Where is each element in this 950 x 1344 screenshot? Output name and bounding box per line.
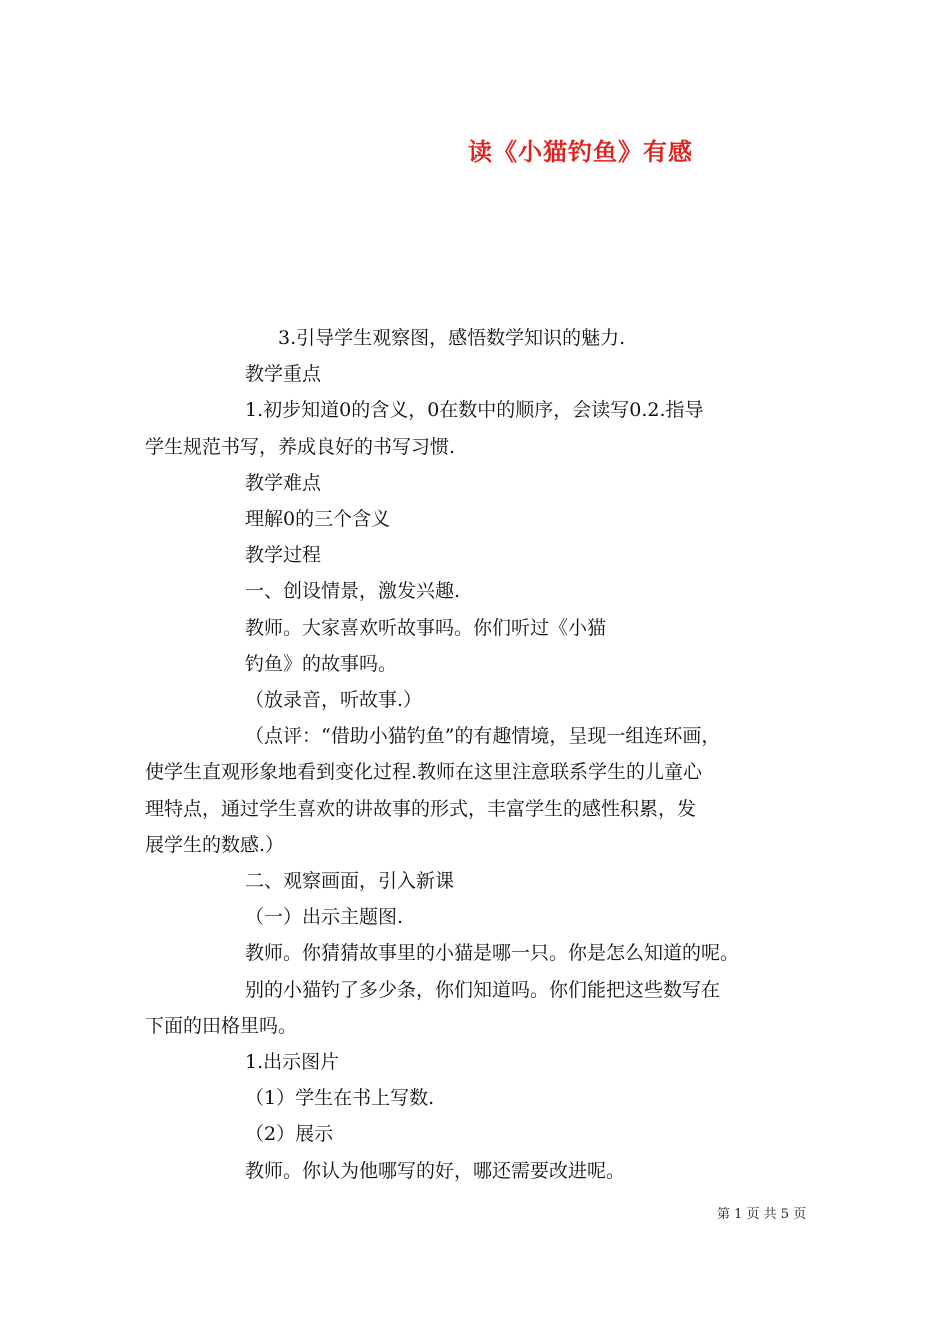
text-line: 一、创设情景，激发兴趣. (245, 580, 461, 603)
text-line: 下面的田格里吗。 (145, 1014, 298, 1037)
text-line: （点评：“借助小猫钓鱼”的有趣情境，呈现一组连环画， (245, 725, 721, 748)
text-line: 学生规范书写，养成良好的书写习惯. (145, 435, 456, 458)
text-line: 理解0的三个含义 (245, 508, 391, 531)
text-line: 钓鱼》的故事吗。 (245, 652, 398, 675)
text-line: （放录音，听故事.） (245, 689, 423, 712)
text-line: 教学过程 (245, 544, 322, 567)
text-line: 使学生直观形象地看到变化过程.教师在这里注意联系学生的儿童心 (145, 761, 703, 784)
text-line: 1.出示图片 (245, 1051, 340, 1074)
text-line: 别的小猫钓了多少条，你们知道吗。你们能把这些数写在 (245, 978, 721, 1001)
text-line: 1.初步知道0的含义，0在数中的顺序，会读写0.2.指导 (245, 399, 704, 422)
text-line: 教师。你认为他哪写的好，哪还需要改进呢。 (245, 1159, 626, 1182)
text-line: 教师。你猜猜故事里的小猫是哪一只。你是怎么知道的呢。 (245, 942, 740, 965)
text-line: 3.引导学生观察图，感悟数学知识的魅力. (278, 327, 626, 349)
document-title: 读《小猫钓鱼》有感 (468, 137, 693, 166)
text-line: （1）学生在书上写数. (245, 1087, 435, 1110)
text-line: 二、观察画面，引入新课 (245, 870, 455, 893)
page-number-footer: 第 1 页 共 5 页 (717, 1207, 807, 1222)
text-line: 展学生的数感.） (145, 833, 285, 856)
document-body (145, 320, 810, 1189)
text-line: 教学重点 (245, 363, 322, 386)
text-line: 教师。大家喜欢听故事吗。你们听过《小猫 (245, 616, 607, 639)
text-line: 理特点，通过学生喜欢的讲故事的形式，丰富学生的感性积累，发 (145, 797, 697, 820)
text-line: 教学难点 (245, 471, 322, 494)
text-line: （2）展示 (245, 1123, 334, 1146)
text-line: （一）出示主题图. (245, 906, 404, 929)
